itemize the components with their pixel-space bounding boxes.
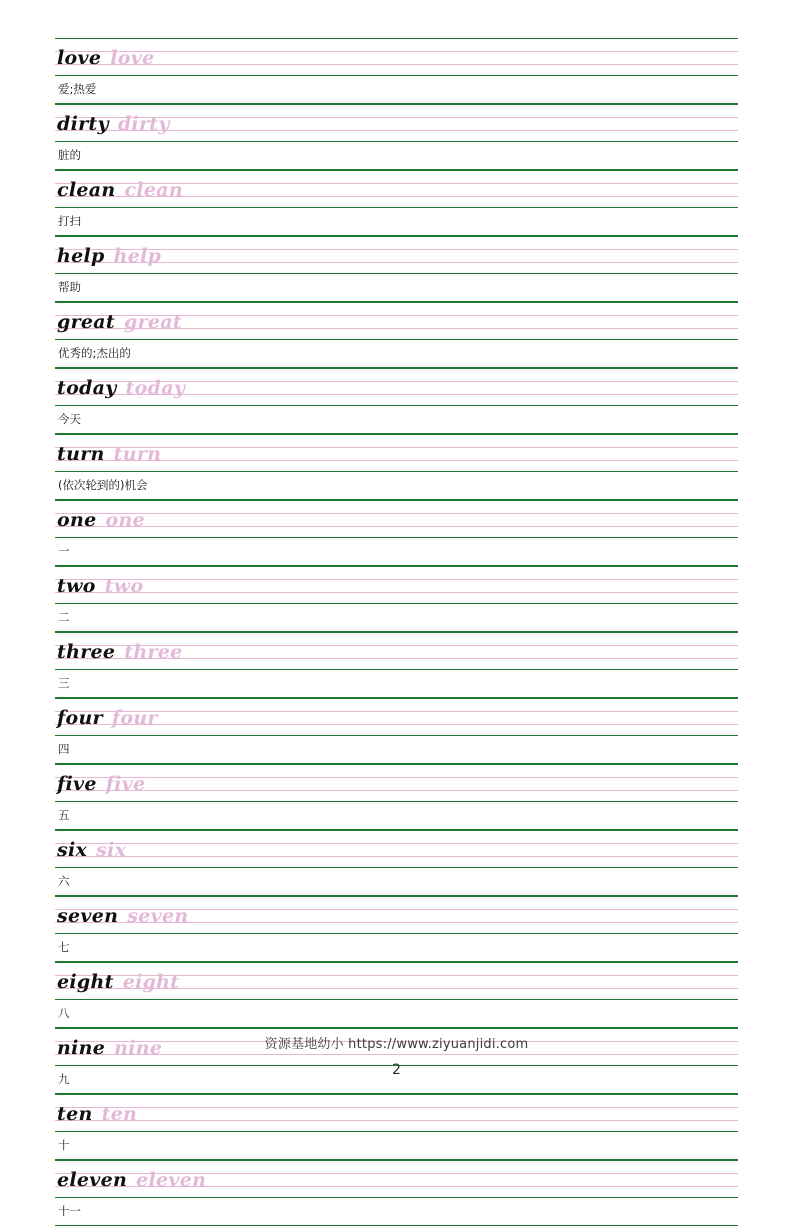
translation-band[interactable] (55, 802, 738, 830)
translation-text: 帮助 (58, 279, 81, 294)
word-row (55, 1161, 206, 1199)
tracing-word: love (110, 46, 155, 69)
translation-text: 打扫 (58, 213, 81, 228)
vocabulary-word: eight (57, 970, 114, 993)
guide-line (55, 843, 738, 844)
translation-band[interactable] (55, 208, 738, 236)
word-row (55, 963, 179, 1001)
vocabulary-word: seven (57, 904, 119, 927)
word-row (55, 1095, 137, 1133)
translation-text: 八 (58, 1005, 70, 1020)
translation-band[interactable] (55, 1132, 738, 1160)
word-row (55, 303, 182, 341)
guide-line (55, 856, 738, 857)
writing-band[interactable] (55, 698, 738, 736)
writing-band[interactable] (55, 896, 738, 934)
guide-line (55, 526, 738, 527)
vocabulary-entry (55, 1094, 738, 1160)
guide-line (55, 790, 738, 791)
vocabulary-word: one (57, 508, 97, 531)
writing-band[interactable] (55, 1094, 738, 1132)
vocabulary-entry (55, 434, 738, 500)
writing-band[interactable] (55, 1160, 738, 1198)
vocabulary-word: today (57, 376, 117, 399)
tracing-word: six (96, 838, 127, 861)
writing-band[interactable] (55, 236, 738, 274)
tracing-word: turn (113, 442, 162, 465)
vocabulary-entry (55, 632, 738, 698)
translation-text: 爱;热爱 (58, 81, 97, 96)
vocabulary-entry (55, 1160, 738, 1226)
vocabulary-word: dirty (57, 112, 109, 135)
vocabulary-entry (55, 830, 738, 896)
word-row (55, 369, 185, 407)
translation-band[interactable] (55, 472, 738, 500)
vocabulary-word: four (57, 706, 103, 729)
word-row (55, 171, 183, 209)
vocabulary-entry (55, 962, 738, 1028)
translation-band[interactable] (55, 538, 738, 566)
tracing-word: five (105, 772, 146, 795)
translation-text: (依次轮到的)机会 (58, 477, 148, 492)
translation-band[interactable] (55, 340, 738, 368)
tracing-word: three (124, 640, 183, 663)
word-row (55, 699, 158, 737)
vocabulary-entry (55, 236, 738, 302)
vocabulary-entry (55, 302, 738, 368)
tracing-word: ten (101, 1102, 138, 1125)
translation-text: 三 (58, 675, 70, 690)
translation-text: 今天 (58, 411, 81, 426)
tracing-word: eleven (136, 1168, 207, 1191)
tracing-word: eight (122, 970, 180, 993)
translation-text: 七 (58, 939, 70, 954)
writing-band[interactable] (55, 38, 738, 76)
writing-band[interactable] (55, 764, 738, 802)
tracing-word: great (123, 310, 182, 333)
guide-line (55, 579, 738, 580)
guide-line (55, 777, 738, 778)
translation-band[interactable] (55, 670, 738, 698)
guide-line (55, 1107, 738, 1108)
translation-text: 五 (58, 807, 70, 822)
writing-band[interactable] (55, 302, 738, 340)
tracing-word: two (104, 574, 144, 597)
vocabulary-word: love (57, 46, 102, 69)
vocabulary-word: clean (57, 178, 116, 201)
writing-band[interactable] (55, 500, 738, 538)
tracing-word: one (105, 508, 145, 531)
word-row (55, 105, 170, 143)
translation-text: 优秀的;杰出的 (58, 345, 131, 360)
vocabulary-entry (55, 104, 738, 170)
translation-band[interactable] (55, 934, 738, 962)
vocabulary-entry (55, 764, 738, 830)
word-row (55, 897, 188, 935)
word-row (55, 567, 143, 605)
guide-line (55, 592, 738, 593)
vocabulary-word: six (57, 838, 88, 861)
writing-band[interactable] (55, 368, 738, 406)
writing-band[interactable] (55, 830, 738, 868)
word-row (55, 633, 183, 671)
vocabulary-entry (55, 698, 738, 764)
translation-text: 九 (58, 1071, 70, 1086)
word-row (55, 39, 154, 77)
vocabulary-entry (55, 38, 738, 104)
vocabulary-word: five (57, 772, 97, 795)
word-row (55, 765, 145, 803)
page-number: 2 (392, 1062, 401, 1078)
guide-line (55, 513, 738, 514)
vocabulary-word: great (57, 310, 115, 333)
translation-text: 脏的 (58, 147, 81, 162)
vocabulary-word: ten (57, 1102, 93, 1125)
vocabulary-word: nine (57, 1036, 106, 1059)
vocabulary-word: eleven (57, 1168, 128, 1191)
tracing-word: help (113, 244, 162, 267)
translation-text: 十一 (58, 1203, 81, 1218)
translation-band[interactable] (55, 604, 738, 632)
vocabulary-word: help (57, 244, 105, 267)
vocabulary-entry (55, 500, 738, 566)
word-row (55, 435, 161, 473)
watermark: 资源基地幼小 https://www.ziyuanjidi.com (264, 1037, 529, 1052)
tracing-word: four (111, 706, 158, 729)
tracing-word: seven (127, 904, 189, 927)
vocabulary-word: two (57, 574, 96, 597)
tracing-word: clean (124, 178, 183, 201)
translation-text: 六 (58, 873, 70, 888)
word-row (55, 237, 161, 275)
vocabulary-word: turn (57, 442, 105, 465)
writing-band[interactable] (55, 962, 738, 1000)
vocabulary-entry (55, 170, 738, 236)
translation-band[interactable] (55, 406, 738, 434)
tracing-word: nine (114, 1036, 163, 1059)
translation-text: 四 (58, 741, 70, 756)
writing-band[interactable] (55, 170, 738, 208)
translation-band[interactable] (55, 1000, 738, 1028)
word-row (55, 1029, 162, 1067)
translation-band[interactable] (55, 868, 738, 896)
writing-band[interactable] (55, 434, 738, 472)
tracing-word: dirty (117, 112, 170, 135)
translation-band[interactable] (55, 736, 738, 764)
vocabulary-entry (55, 566, 738, 632)
writing-band[interactable] (55, 566, 738, 604)
writing-band[interactable] (55, 104, 738, 142)
translation-text: 十 (58, 1137, 70, 1152)
guide-line (55, 51, 738, 52)
translation-band[interactable] (55, 76, 738, 104)
translation-band[interactable] (55, 274, 738, 302)
writing-band[interactable] (55, 632, 738, 670)
translation-band[interactable] (55, 1198, 738, 1226)
translation-text: 一 (58, 543, 70, 558)
vocabulary-entry (55, 896, 738, 962)
word-row (55, 831, 126, 869)
vocabulary-word: three (57, 640, 116, 663)
word-row (55, 501, 145, 539)
vocabulary-entry (55, 368, 738, 434)
guide-line (55, 64, 738, 65)
guide-line (55, 1120, 738, 1121)
translation-band[interactable] (55, 142, 738, 170)
tracing-word: today (125, 376, 186, 399)
translation-text: 二 (58, 609, 70, 624)
